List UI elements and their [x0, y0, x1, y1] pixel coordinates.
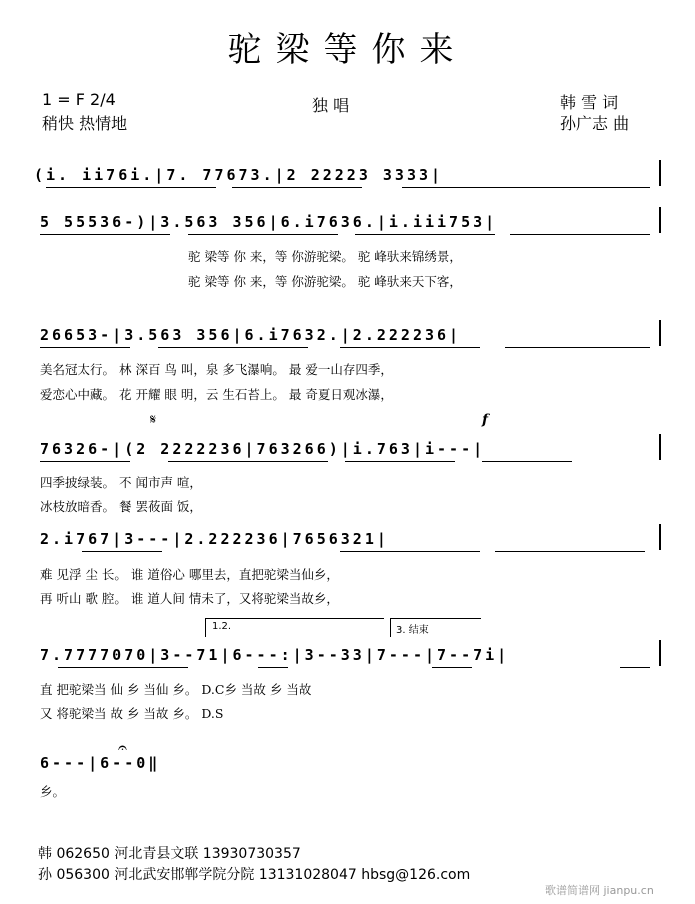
barline — [659, 207, 661, 233]
watermark: 歌谱简谱网 jianpu.cn — [545, 884, 654, 897]
beam-line — [168, 461, 328, 462]
lyric-verse-2: 冰枝放暗香。 餐 罢莜面 饭， — [40, 499, 202, 514]
lyric-verse-2: 驼 梁等 你 来，等 你游驼梁。 驼 峰驮来天下客， — [188, 274, 462, 289]
lyric-verse-1: 驼 梁等 你 来，等 你游驼梁。 驼 峰驮来锦绣景， — [188, 249, 462, 264]
beam-line — [258, 667, 288, 668]
beam-line — [188, 234, 338, 235]
beam-line — [355, 234, 495, 235]
fermata-mark: 𝄐 — [118, 738, 127, 757]
footer-contact-composer: 孙 056300 河北武安邯郸学院分院 13131028047 hbsg@126.com — [38, 867, 471, 883]
barline — [659, 524, 661, 550]
beam-line — [495, 551, 645, 552]
beam-line — [40, 234, 170, 235]
beam-line — [40, 461, 130, 462]
beam-line — [620, 667, 650, 668]
beam-line — [505, 347, 650, 348]
volta-bracket-1 — [205, 618, 384, 637]
volta-3-label: 3. 结束 — [396, 625, 429, 636]
lyric-verse-2: 爱恋心中藏。 花 开耀 眼 明，云 生石苔上。 最 奇夏日观冰瀑， — [40, 387, 393, 402]
lyric-verse-1: 美名冠太行。 林 深百 鸟 叫，泉 多飞瀑响。 最 爱一山存四季， — [40, 362, 393, 377]
volta-1-label: 1.2. — [212, 621, 232, 632]
beam-line — [340, 551, 480, 552]
beam-line — [232, 187, 362, 188]
beam-line — [82, 551, 162, 552]
forte-mark: f — [482, 412, 489, 428]
beam-line — [345, 461, 455, 462]
tempo-marking: 稍快 热情地 — [42, 114, 128, 133]
beam-line — [158, 347, 308, 348]
beam-line — [402, 187, 650, 188]
lyric-verse-1: 乡。 — [40, 784, 66, 799]
beam-line — [58, 667, 188, 668]
song-title: 驼梁等你来 — [227, 30, 468, 70]
beam-line — [40, 347, 130, 348]
lyric-verse-1: 直 把驼梁当 仙 乡 当仙 乡。 D.C乡 当故 乡 当故 — [40, 682, 312, 697]
lyric-verse-2: 又 将驼梁当 故 乡 当故 乡。 D.S — [40, 706, 224, 721]
beam-line — [46, 187, 216, 188]
score-row-4-notes: 76326-|(2 2222236|763266)|i.763|i---| — [40, 440, 486, 458]
lyricist-credit: 韩 雪 词 — [560, 93, 619, 112]
barline — [659, 160, 661, 186]
segno-mark: 𝄋 — [150, 412, 157, 428]
score-row-2-notes: 5 55536-)|3.563 356|6.i7636.|i.iii753| — [40, 213, 498, 231]
lyric-verse-2: 再 听山 歌 腔。 谁 道人间 情未了，又将驼梁当故乡， — [40, 591, 339, 606]
beam-line — [340, 347, 480, 348]
beam-line — [510, 234, 650, 235]
beam-line — [482, 461, 572, 462]
score-row-6-notes: 7.7777070|3--71|6---:|3--33|7---|7--7i| — [40, 646, 510, 664]
performance-style: 独 唱 — [312, 96, 350, 115]
beam-line — [432, 667, 472, 668]
barline — [659, 320, 661, 346]
barline — [659, 434, 661, 460]
score-row-5-notes: 2.i767|3---|2.222236|7656321| — [40, 530, 389, 548]
composer-credit: 孙广志 曲 — [560, 114, 630, 133]
lyric-verse-1: 难 见浮 尘 长。 谁 道俗心 哪里去，直把驼梁当仙乡， — [40, 567, 339, 582]
score-row-1-notes: (i. ii76i.|7. 77673.|2 22223 3333| — [34, 166, 444, 184]
lyric-verse-1: 四季披绿装。 不 闻市声 喧， — [40, 475, 202, 490]
footer-contact-lyricist: 韩 062650 河北青县文联 13930730357 — [38, 846, 301, 862]
score-row-7-notes: 6---|6--0‖ — [40, 754, 161, 772]
barline — [659, 640, 661, 666]
score-row-3-notes: 26653-|3.563 356|6.i7632.|2.222236| — [40, 326, 462, 344]
key-signature: 1 = F 2/4 — [42, 90, 116, 109]
